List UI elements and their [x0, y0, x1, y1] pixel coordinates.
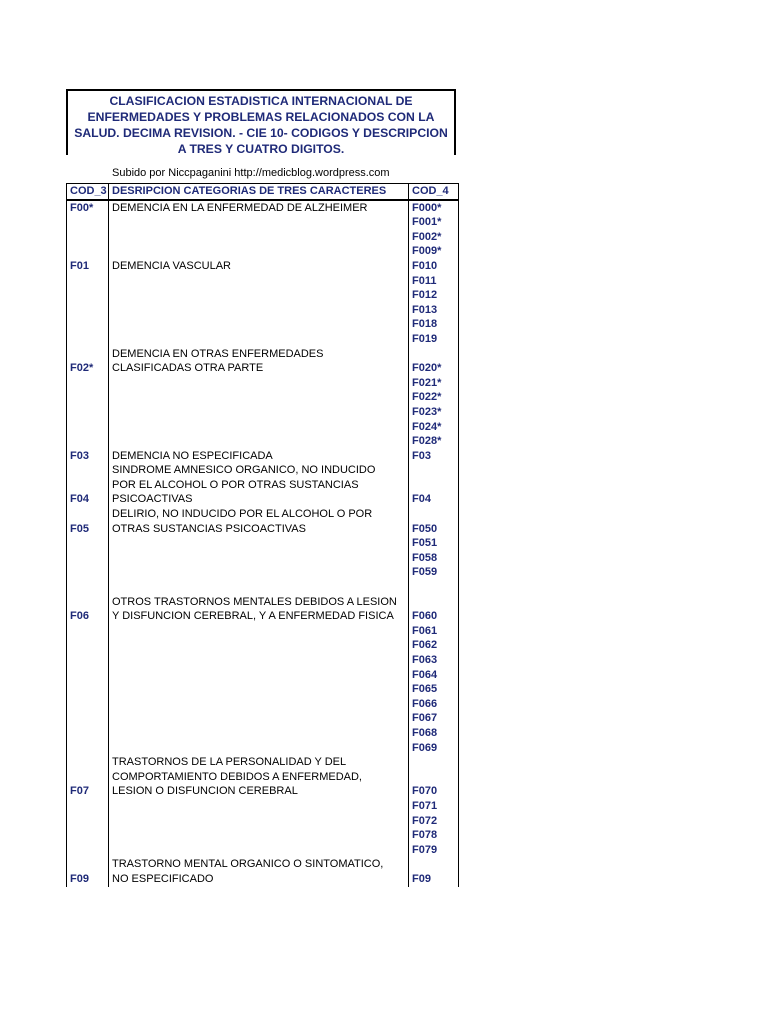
cod4-cell: F072 — [409, 814, 459, 829]
table-row — [67, 244, 459, 259]
cod4-cell: F04 — [409, 492, 459, 507]
cod3-cell — [67, 332, 109, 347]
cod3-cell — [67, 624, 109, 639]
cod4-cell: F013 — [409, 303, 459, 318]
cod3-cell: F09 — [67, 872, 109, 887]
description-cell: OTROS TRASTORNOS MENTALES DEBIDOS A LESION — [112, 595, 397, 608]
cod3-cell — [67, 288, 109, 303]
cod4-cell — [409, 580, 459, 595]
table-row — [67, 507, 459, 522]
table-row — [67, 565, 459, 580]
cod3-cell — [67, 551, 109, 566]
table-row — [67, 434, 459, 449]
cod4-cell: F024* — [409, 420, 459, 435]
table-row — [67, 799, 459, 814]
description-cell — [109, 274, 409, 289]
cod4-cell — [409, 347, 459, 362]
cod4-cell: F071 — [409, 799, 459, 814]
cod4-cell — [409, 478, 459, 493]
table-row — [67, 872, 459, 887]
description-cell — [109, 726, 409, 741]
table-row — [67, 303, 459, 318]
table-row — [67, 317, 459, 332]
cod4-cell: F009* — [409, 244, 459, 259]
description-cell — [109, 624, 409, 639]
cod3-cell — [67, 230, 109, 245]
title-line: A TRES Y CUATRO DIGITOS. — [177, 142, 345, 156]
description-cell — [109, 668, 409, 683]
cod3-cell: F05 — [67, 522, 109, 537]
header-cod4: COD_4 — [409, 184, 459, 200]
cod3-cell: F04 — [67, 492, 109, 507]
cod4-cell: F061 — [409, 624, 459, 639]
table-row — [67, 288, 459, 303]
table-row — [67, 653, 459, 668]
cod4-cell: F060 — [409, 609, 459, 624]
table-row — [67, 726, 459, 741]
cod3-cell: F06 — [67, 609, 109, 624]
cod4-cell: F021* — [409, 376, 459, 391]
table-row — [67, 463, 459, 478]
cod4-cell: F03 — [409, 449, 459, 464]
cod4-cell: F067 — [409, 711, 459, 726]
cod3-cell — [67, 376, 109, 391]
description-cell: POR EL ALCOHOL O POR OTRAS SUSTANCIAS — [112, 478, 359, 491]
table-row — [67, 595, 459, 610]
header-description: DESRIPCION CATEGORIAS DE TRES CARACTERES — [109, 184, 409, 200]
description-cell — [109, 420, 409, 435]
cod3-cell — [67, 799, 109, 814]
table-row — [67, 492, 459, 507]
cod4-cell: F022* — [409, 390, 459, 405]
cod3-cell: F07 — [67, 784, 109, 799]
cod4-cell: F078 — [409, 828, 459, 843]
cod4-cell: F000* — [409, 200, 459, 216]
description-cell: Y DISFUNCION CEREBRAL, Y A ENFERMEDAD FISICA — [112, 610, 394, 623]
table-row — [67, 478, 459, 493]
description-cell: COMPORTAMIENTO DEBIDOS A ENFERMEDAD, — [112, 770, 362, 783]
table-row — [67, 784, 459, 799]
cod3-cell — [67, 317, 109, 332]
cod3-cell — [67, 711, 109, 726]
description-cell — [109, 653, 409, 668]
table-row — [67, 230, 459, 245]
description-cell: SINDROME AMNESICO ORGANICO, NO INDUCIDO — [112, 464, 376, 477]
description-cell — [109, 697, 409, 712]
description-cell — [109, 317, 409, 332]
cod3-cell — [67, 215, 109, 230]
cod3-cell — [67, 536, 109, 551]
description-cell — [109, 244, 409, 259]
table-row — [67, 828, 459, 843]
description-cell — [109, 711, 409, 726]
cod4-cell: F001* — [409, 215, 459, 230]
cod3-cell: F00* — [67, 200, 109, 216]
cod4-cell: F059 — [409, 565, 459, 580]
table-row — [67, 347, 459, 362]
cod3-cell — [67, 390, 109, 405]
cod4-cell: F069 — [409, 741, 459, 756]
table-row — [67, 215, 459, 230]
cod4-cell: F09 — [409, 872, 459, 887]
description-cell — [109, 682, 409, 697]
description-cell — [109, 580, 409, 595]
cod3-cell — [67, 580, 109, 595]
cod3-cell — [67, 463, 109, 478]
cod4-cell: F020* — [409, 361, 459, 376]
table-row — [67, 536, 459, 551]
cod3-cell: F02* — [67, 361, 109, 376]
cod4-cell: F019 — [409, 332, 459, 347]
cod4-cell — [409, 595, 459, 610]
cod4-cell: F010 — [409, 259, 459, 274]
cod4-cell: F028* — [409, 434, 459, 449]
description-cell: DEMENCIA EN OTRAS ENFERMEDADES — [112, 347, 324, 360]
cod4-cell: F064 — [409, 668, 459, 683]
cod4-cell: F023* — [409, 405, 459, 420]
table-row — [67, 638, 459, 653]
cod3-cell — [67, 697, 109, 712]
cod4-cell: F051 — [409, 536, 459, 551]
table-row — [67, 609, 459, 624]
cod3-cell — [67, 741, 109, 756]
cod3-cell — [67, 565, 109, 580]
description-cell — [109, 536, 409, 551]
table-row — [67, 551, 459, 566]
cod4-cell: F079 — [409, 843, 459, 858]
table-row — [67, 274, 459, 289]
cod3-cell — [67, 755, 109, 770]
description-cell — [109, 405, 409, 420]
description-cell: OTRAS SUSTANCIAS PSICOACTIVAS — [112, 522, 306, 535]
table-row — [67, 682, 459, 697]
description-cell: PSICOACTIVAS — [112, 493, 193, 506]
table-row — [67, 755, 459, 770]
spreadsheet-page — [66, 89, 458, 887]
cod3-cell — [67, 814, 109, 829]
table-row — [67, 361, 459, 376]
description-cell — [109, 799, 409, 814]
table-row — [67, 405, 459, 420]
description-cell: TRASTORNOS DE LA PERSONALIDAD Y DEL — [112, 756, 347, 769]
description-cell: TRASTORNO MENTAL ORGANICO O SINTOMATICO, — [112, 858, 384, 871]
cod3-cell — [67, 668, 109, 683]
description-cell — [109, 741, 409, 756]
cod4-cell — [409, 770, 459, 785]
table-row — [67, 668, 459, 683]
cod3-cell — [67, 507, 109, 522]
cod3-cell — [67, 274, 109, 289]
cod4-cell: F068 — [409, 726, 459, 741]
description-cell: LESION O DISFUNCION CEREBRAL — [112, 785, 298, 798]
description-cell — [109, 303, 409, 318]
title-line: ENFERMEDADES Y PROBLEMAS RELACIONADOS CON LA — [87, 110, 435, 124]
table-row — [67, 843, 459, 858]
table-header-row — [67, 184, 459, 200]
table-row — [67, 697, 459, 712]
table-row — [67, 200, 459, 216]
cod4-cell: F066 — [409, 697, 459, 712]
cod4-cell: F065 — [409, 682, 459, 697]
cod4-cell: F050 — [409, 522, 459, 537]
cod4-cell: F018 — [409, 317, 459, 332]
table-row — [67, 376, 459, 391]
cod4-cell: F011 — [409, 274, 459, 289]
description-cell — [109, 551, 409, 566]
title-line: SALUD. DECIMA REVISION. - CIE 10- CODIGOS Y DESCRIPCION — [74, 126, 448, 140]
cod4-cell — [409, 857, 459, 872]
cod3-cell — [67, 303, 109, 318]
cod3-cell — [67, 595, 109, 610]
cod3-cell — [67, 770, 109, 785]
description-cell: CLASIFICADAS OTRA PARTE — [112, 362, 264, 375]
cod4-cell — [409, 507, 459, 522]
table-row — [67, 770, 459, 785]
document-title — [66, 89, 456, 155]
table-row — [67, 711, 459, 726]
description-cell — [109, 828, 409, 843]
cod3-cell — [67, 478, 109, 493]
cod4-cell: F062 — [409, 638, 459, 653]
description-cell — [109, 843, 409, 858]
cod4-cell — [409, 755, 459, 770]
table-row — [67, 741, 459, 756]
description-cell: DEMENCIA EN LA ENFERMEDAD DE ALZHEIMER — [112, 201, 368, 214]
description-cell — [109, 565, 409, 580]
title-line: CLASIFICACION ESTADISTICA INTERNACIONAL DE — [109, 94, 413, 108]
description-cell — [109, 638, 409, 653]
cod3-cell — [67, 347, 109, 362]
cod3-cell — [67, 843, 109, 858]
cod4-cell: F012 — [409, 288, 459, 303]
description-cell: DEMENCIA VASCULAR — [112, 259, 231, 272]
cod3-cell — [67, 726, 109, 741]
table-row — [67, 332, 459, 347]
cod3-cell: F03 — [67, 449, 109, 464]
description-cell — [109, 215, 409, 230]
table-row — [67, 420, 459, 435]
cod3-cell — [67, 420, 109, 435]
cod3-cell: F01 — [67, 259, 109, 274]
header-cod3: COD_3 — [67, 184, 109, 200]
cod4-cell: F058 — [409, 551, 459, 566]
description-cell: NO ESPECIFICADO — [112, 872, 214, 885]
description-cell: DELIRIO, NO INDUCIDO POR EL ALCOHOL O POR — [112, 508, 373, 521]
cod4-cell: F002* — [409, 230, 459, 245]
cod4-cell: F070 — [409, 784, 459, 799]
table-row — [67, 857, 459, 872]
table-row — [67, 580, 459, 595]
cod3-cell — [67, 244, 109, 259]
table-row — [67, 449, 459, 464]
table-row — [67, 390, 459, 405]
table-row — [67, 624, 459, 639]
table-row — [67, 814, 459, 829]
description-cell — [109, 434, 409, 449]
cod3-cell — [67, 857, 109, 872]
cod4-cell — [409, 463, 459, 478]
description-cell — [109, 376, 409, 391]
codes-table — [66, 183, 459, 887]
cod3-cell — [67, 405, 109, 420]
cod3-cell — [67, 828, 109, 843]
upload-credit: Subido por Niccpaganini http://medicblog.wordpress.com — [112, 167, 390, 179]
cod4-cell: F063 — [409, 653, 459, 668]
description-cell: DEMENCIA NO ESPECIFICADA — [112, 449, 273, 462]
table-row — [67, 259, 459, 274]
cod3-cell — [67, 434, 109, 449]
cod3-cell — [67, 638, 109, 653]
description-cell — [109, 230, 409, 245]
description-cell — [109, 288, 409, 303]
description-cell — [109, 390, 409, 405]
description-cell — [109, 814, 409, 829]
description-cell — [109, 332, 409, 347]
table-row — [67, 522, 459, 537]
cod3-cell — [67, 653, 109, 668]
cod3-cell — [67, 682, 109, 697]
